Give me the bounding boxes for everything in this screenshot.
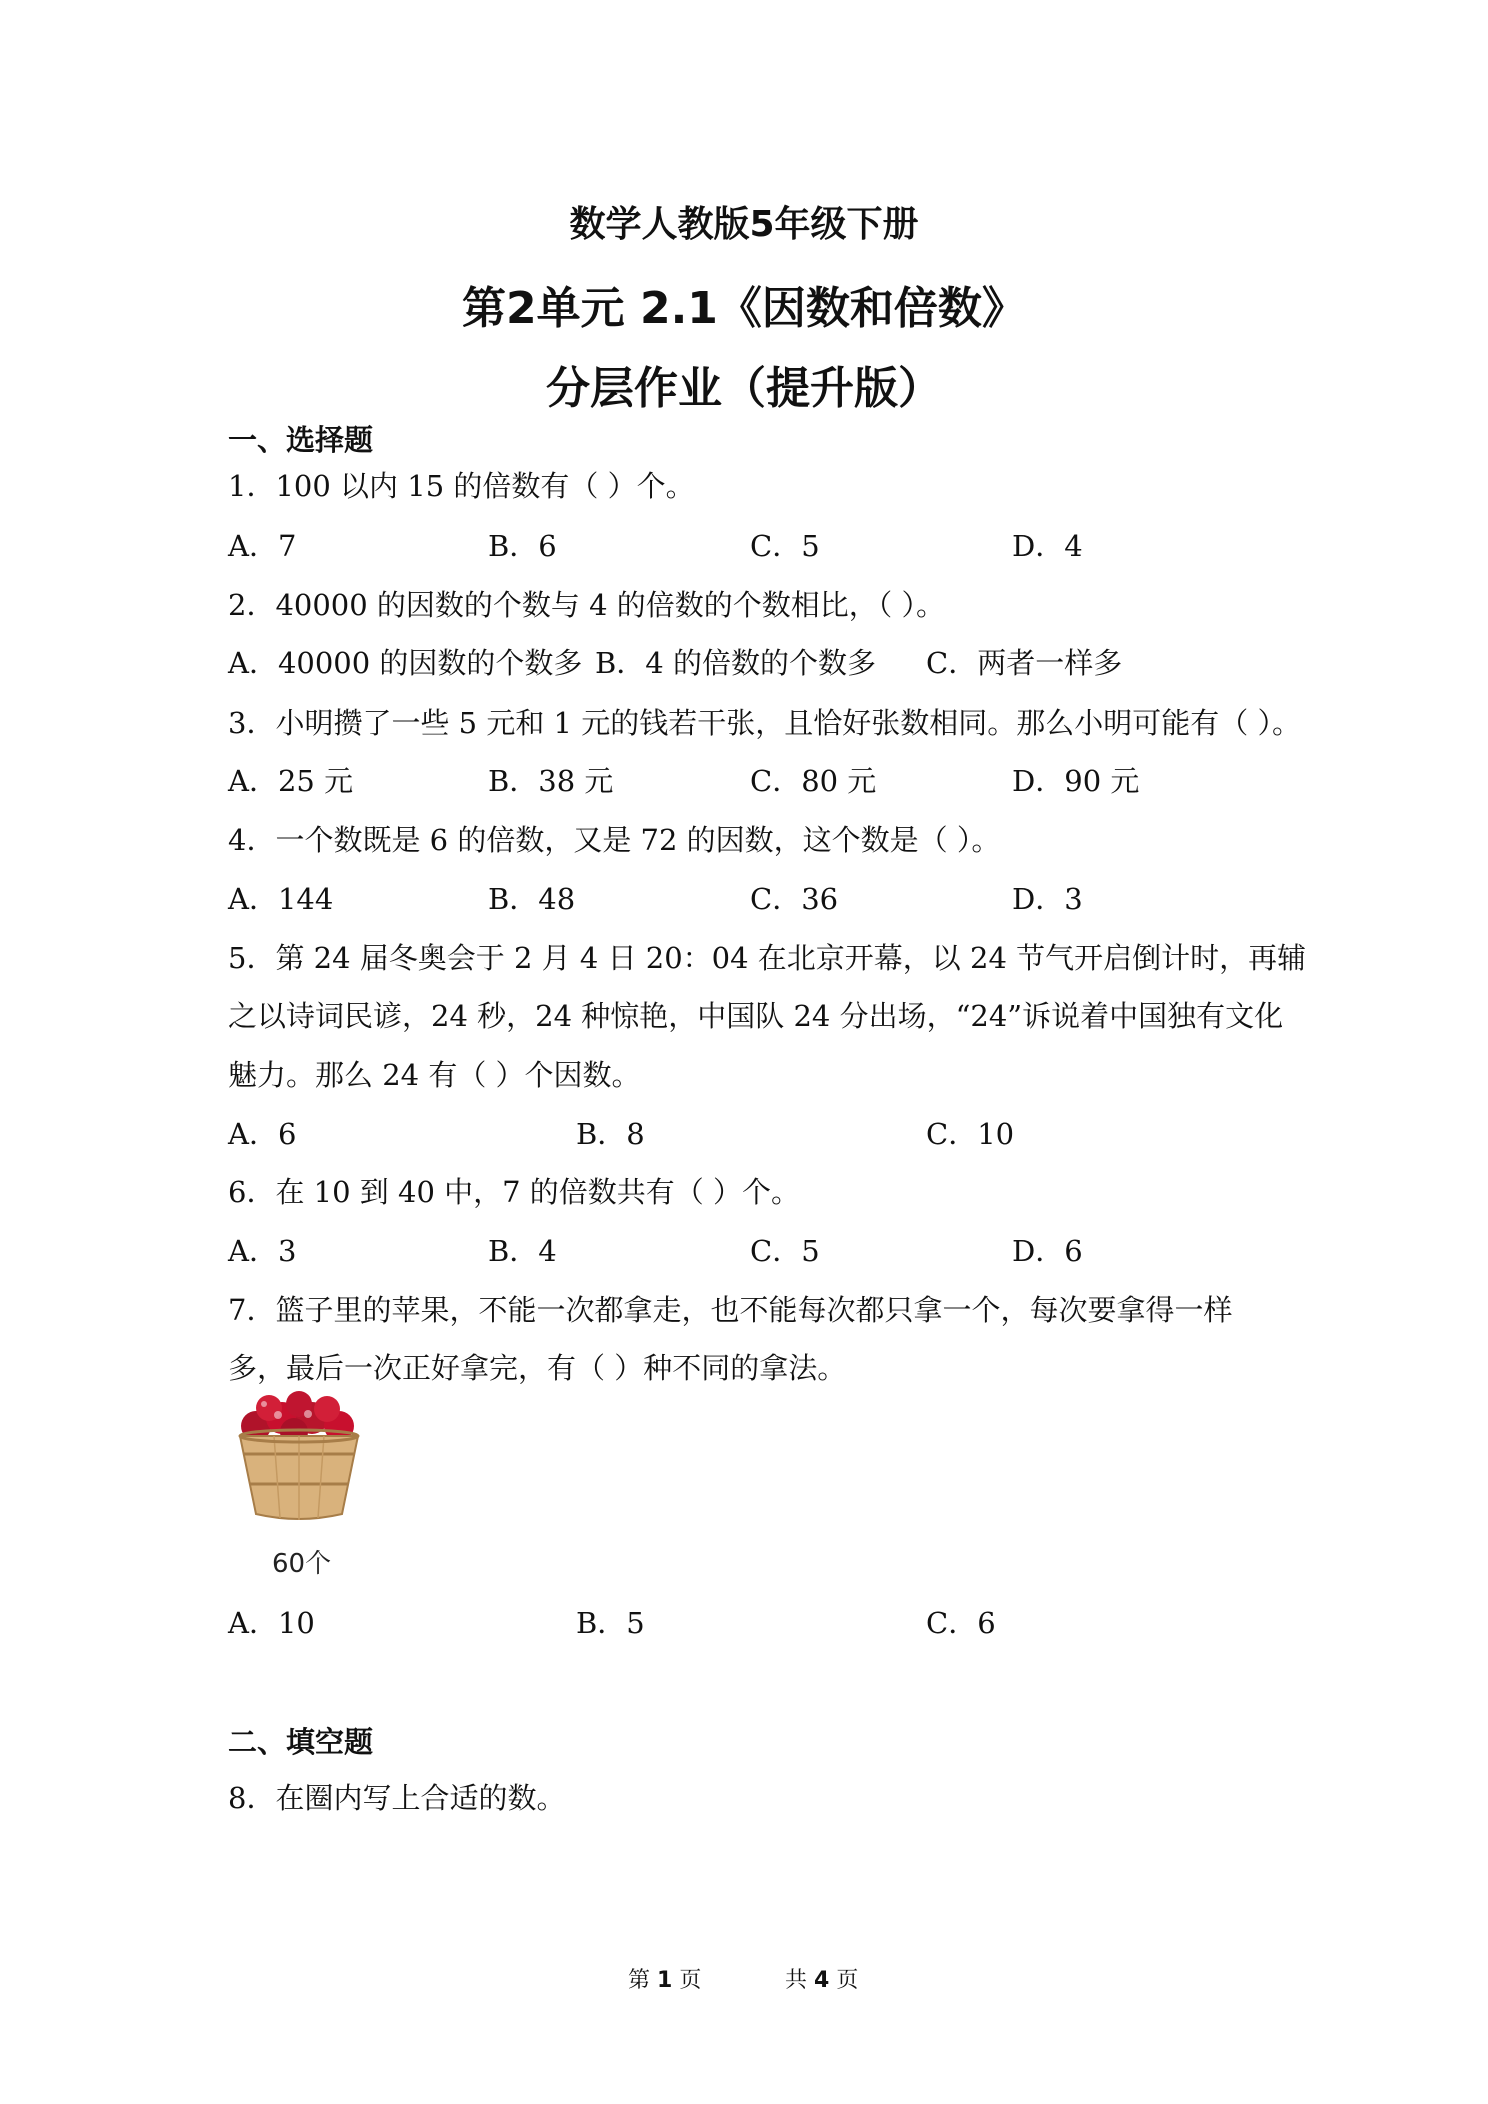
question-5-line-1: 5．第 24 届冬奥会于 2 月 4 日 20：04 在北京开幕，以 24 节气开启倒计时，再辅: [228, 941, 1307, 975]
q7-option-c: C．6: [926, 1606, 996, 1640]
apple-basket-image: [234, 1388, 364, 1528]
q4-option-c: C．36: [750, 882, 839, 916]
q3-option-d: D．90 元: [1012, 764, 1140, 798]
question-2: 2．40000 的因数的个数与 4 的倍数的个数相比，（ ）。: [228, 588, 946, 622]
q4-option-a: A．144: [228, 882, 334, 916]
question-3: 3．小明攒了一些 5 元和 1 元的钱若干张，且恰好张数相同。那么小明可能有（ ）。: [228, 706, 1301, 740]
q5-option-c: C．10: [926, 1117, 1015, 1151]
q6-option-d: D．6: [1012, 1234, 1083, 1268]
header-subject: 数学人教版5年级下册: [569, 204, 919, 245]
q1-option-a: A．7: [228, 529, 297, 563]
header-level: 分层作业（提升版）: [546, 363, 942, 414]
header-unit: 第2单元 2.1《因数和倍数》: [462, 283, 1026, 334]
q4-option-b: B．48: [488, 882, 576, 916]
q6-option-b: B．4: [488, 1234, 557, 1268]
question-8: 8．在圈内写上合适的数。: [228, 1781, 566, 1815]
section-title-choice: 一、选择题: [228, 423, 374, 457]
page-total: 共 4 页: [785, 1968, 859, 1993]
q2-option-c: C．两者一样多: [926, 646, 1123, 680]
section-title-fill: 二、填空题: [228, 1725, 374, 1759]
question-7-line-2: 多，最后一次正好拿完，有（ ）种不同的拿法。: [228, 1351, 847, 1385]
q5-option-b: B．8: [576, 1117, 645, 1151]
question-7-line-1: 7．篮子里的苹果，不能一次都拿走，也不能每次都只拿一个，每次要拿得一样: [228, 1293, 1233, 1327]
q5-option-a: A．6: [228, 1117, 297, 1151]
basket-icon: [240, 1430, 358, 1520]
question-4: 4．一个数既是 6 的倍数，又是 72 的因数，这个数是（ ）。: [228, 823, 1001, 857]
q3-option-a: A．25 元: [228, 764, 354, 798]
q1-option-b: B．6: [488, 529, 557, 563]
question-5-line-3: 魅力。那么 24 有（ ）个因数。: [228, 1058, 641, 1092]
apple-count-label: 60个: [272, 1549, 332, 1579]
q7-option-b: B．5: [576, 1606, 645, 1640]
q2-option-b: B．4 的倍数的个数多: [595, 646, 876, 680]
q1-option-d: D．4: [1012, 529, 1083, 563]
q4-option-d: D．3: [1012, 882, 1083, 916]
question-1: 1．100 以内 15 的倍数有（ ）个。: [228, 469, 695, 503]
q1-option-c: C．5: [750, 529, 820, 563]
question-6: 6．在 10 到 40 中，7 的倍数共有（ ）个。: [228, 1175, 801, 1209]
q2-option-a: A．40000 的因数的个数多: [228, 646, 583, 680]
q3-option-c: C．80 元: [750, 764, 877, 798]
q7-option-a: A．10: [228, 1606, 315, 1640]
q3-option-b: B．38 元: [488, 764, 614, 798]
q6-option-a: A．3: [228, 1234, 297, 1268]
page-number: 第 1 页: [628, 1968, 702, 1993]
question-5-line-2: 之以诗词民谚，24 秒，24 种惊艳，中国队 24 分出场，“24”诉说着中国独有文化: [228, 999, 1284, 1033]
q6-option-c: C．5: [750, 1234, 820, 1268]
